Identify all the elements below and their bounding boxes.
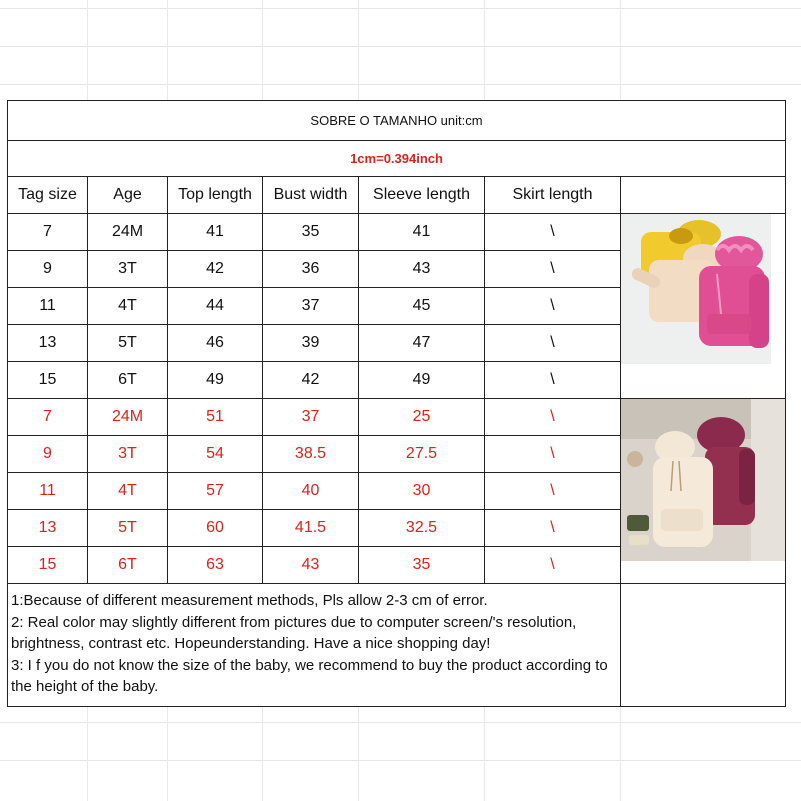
cell-top-length: 49 <box>168 362 263 399</box>
note-1: 1:Because of different measurement methods, Pls allow 2-3 cm of error. <box>11 592 488 610</box>
cell-skirt-length: \ <box>485 288 621 325</box>
cell-sleeve-length: 27.5 <box>359 436 485 473</box>
product-photo-cell <box>621 399 786 584</box>
cell-skirt-length: \ <box>485 214 621 251</box>
cell-sleeve-length: 45 <box>359 288 485 325</box>
cell-bust-width: 37 <box>263 399 359 436</box>
cell-top-length: 41 <box>168 214 263 251</box>
cell-tag-size: 7 <box>8 214 88 251</box>
notes-cell <box>8 584 621 707</box>
cell-age: 24M <box>88 399 168 436</box>
cell-tag-size: 13 <box>8 325 88 362</box>
header-age: Age <box>88 177 168 214</box>
cell-sleeve-length: 30 <box>359 473 485 510</box>
header-row <box>8 177 786 214</box>
cell-tag-size: 7 <box>8 399 88 436</box>
cell-age: 5T <box>88 325 168 362</box>
cell-top-length: 60 <box>168 510 263 547</box>
gridline <box>0 84 801 85</box>
cell-bust-width: 43 <box>263 547 359 584</box>
cell-sleeve-length: 43 <box>359 251 485 288</box>
gridline <box>0 8 801 9</box>
header-sleeve-length: Sleeve length <box>359 177 485 214</box>
cell-sleeve-length: 41 <box>359 214 485 251</box>
cell-tag-size: 11 <box>8 473 88 510</box>
cell-tag-size: 11 <box>8 288 88 325</box>
cell-bust-width: 37 <box>263 288 359 325</box>
hoodies-beige-burgundy-photo <box>621 399 786 583</box>
cell-top-length: 63 <box>168 547 263 584</box>
cell-bust-width: 40 <box>263 473 359 510</box>
cell-skirt-length: \ <box>485 399 621 436</box>
cell-bust-width: 39 <box>263 325 359 362</box>
cell-sleeve-length: 47 <box>359 325 485 362</box>
header-skirt-length: Skirt length <box>485 177 621 214</box>
gridline <box>0 760 801 761</box>
notes-row <box>8 584 786 707</box>
cell-age: 3T <box>88 251 168 288</box>
notes-empty-cell <box>621 584 786 707</box>
cell-age: 24M <box>88 214 168 251</box>
cell-skirt-length: \ <box>485 325 621 362</box>
chart-title: SOBRE O TAMANHO unit:cm <box>8 101 786 141</box>
cell-top-length: 46 <box>168 325 263 362</box>
cell-skirt-length: \ <box>485 547 621 584</box>
cell-top-length: 51 <box>168 399 263 436</box>
size-chart-table <box>7 100 786 707</box>
cell-skirt-length: \ <box>485 473 621 510</box>
cell-top-length: 44 <box>168 288 263 325</box>
cell-bust-width: 42 <box>263 362 359 399</box>
product-photo-cell <box>621 214 786 399</box>
cell-age: 4T <box>88 473 168 510</box>
cell-age: 6T <box>88 547 168 584</box>
table-row <box>8 399 786 436</box>
gridline <box>0 722 801 723</box>
header-top-length: Top length <box>168 177 263 214</box>
cell-skirt-length: \ <box>485 436 621 473</box>
cell-bust-width: 36 <box>263 251 359 288</box>
cell-age: 6T <box>88 362 168 399</box>
cell-bust-width: 38.5 <box>263 436 359 473</box>
note-2: 2: Real color may slightly different from pictures due to computer screen/'s resolution, brightness, contrast etc. Hopeunderstanding. Have a nice shopping day! <box>11 613 577 653</box>
note-3: 3: I f you do not know the size of the baby, we recommend to buy the product according to the height of the baby. <box>11 656 608 696</box>
cell-sleeve-length: 25 <box>359 399 485 436</box>
hoodies-yellow-beige-pink-photo <box>621 214 786 398</box>
cell-tag-size: 9 <box>8 251 88 288</box>
cell-bust-width: 35 <box>263 214 359 251</box>
cell-tag-size: 15 <box>8 362 88 399</box>
cell-skirt-length: \ <box>485 251 621 288</box>
cell-top-length: 54 <box>168 436 263 473</box>
cell-skirt-length: \ <box>485 362 621 399</box>
cell-top-length: 57 <box>168 473 263 510</box>
header-empty <box>621 177 786 214</box>
header-bust-width: Bust width <box>263 177 359 214</box>
cell-age: 5T <box>88 510 168 547</box>
table-row <box>8 214 786 251</box>
cell-age: 4T <box>88 288 168 325</box>
cell-bust-width: 41.5 <box>263 510 359 547</box>
cell-tag-size: 9 <box>8 436 88 473</box>
cell-tag-size: 15 <box>8 547 88 584</box>
header-tag-size: Tag size <box>8 177 88 214</box>
cell-sleeve-length: 49 <box>359 362 485 399</box>
cell-top-length: 42 <box>168 251 263 288</box>
cell-age: 3T <box>88 436 168 473</box>
unit-conversion: 1cm=0.394inch <box>8 141 786 177</box>
cell-sleeve-length: 35 <box>359 547 485 584</box>
gridline <box>0 46 801 47</box>
cell-tag-size: 13 <box>8 510 88 547</box>
cell-skirt-length: \ <box>485 510 621 547</box>
cell-sleeve-length: 32.5 <box>359 510 485 547</box>
